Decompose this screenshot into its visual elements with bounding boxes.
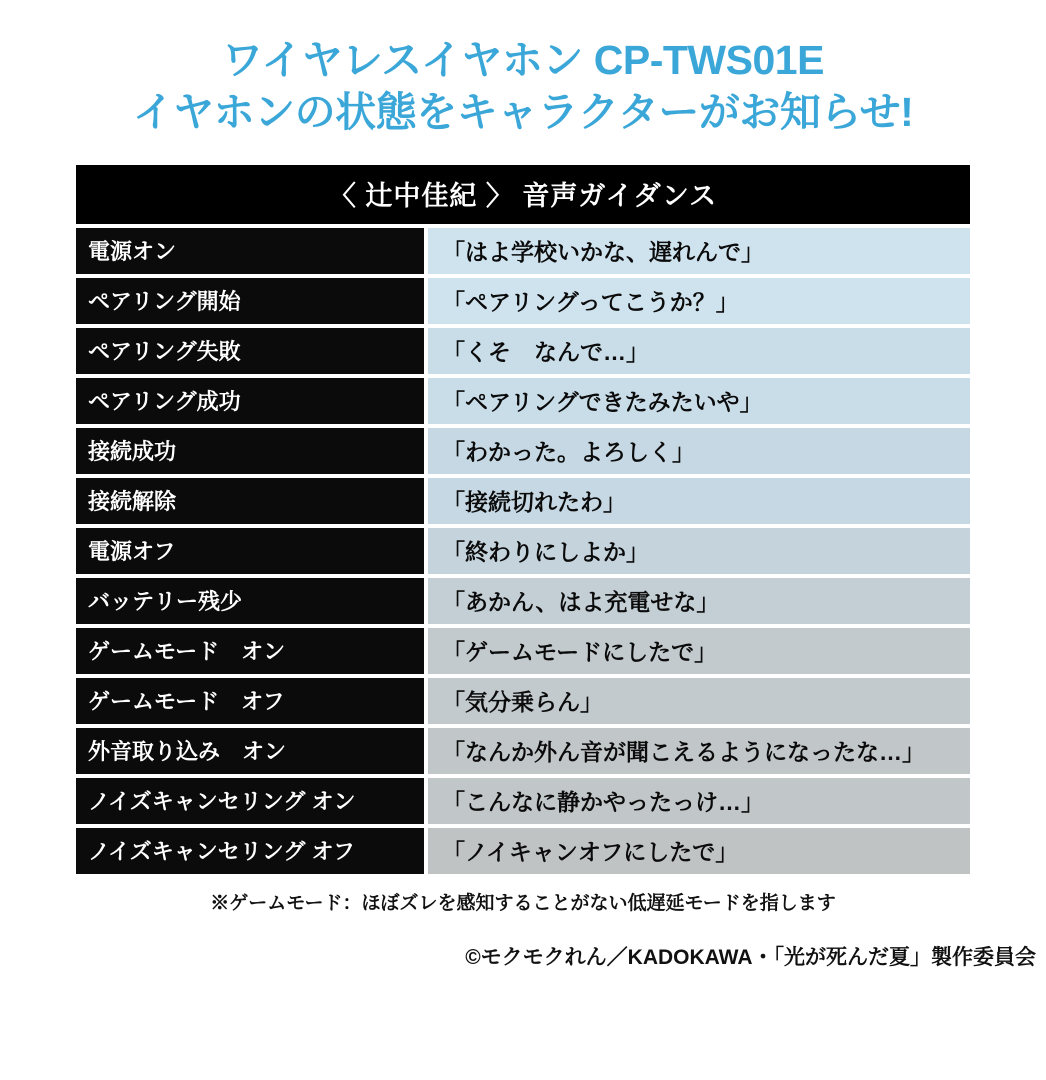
copyright-notice: ©モクモクれん／KADOKAWA・「光が死んだ夏」製作委員会 — [465, 945, 1036, 969]
row-label: ゲームモード オン — [76, 628, 424, 674]
table-title: 〈 辻中佳紀 〉 音声ガイダンス — [76, 165, 970, 224]
row-label: ペアリング開始 — [76, 278, 424, 324]
table-row — [76, 578, 970, 624]
table-row — [76, 528, 970, 574]
voice-guidance-table — [76, 165, 970, 874]
row-label: 接続成功 — [76, 428, 424, 474]
row-value: 「あかん、はよ充電せな」 — [428, 578, 970, 624]
row-label: 接続解除 — [76, 478, 424, 524]
row-value: 「わかった。よろしく」 — [428, 428, 970, 474]
row-label: ノイズキャンセリング オフ — [76, 828, 424, 874]
table-row — [76, 328, 970, 374]
page-header — [0, 0, 1046, 139]
row-value: 「くそ なんで…」 — [428, 328, 970, 374]
table-row — [76, 678, 970, 724]
row-value: 「ペアリングできたみたいや」 — [428, 378, 970, 424]
page-title-line2: イヤホンの状態をキャラクターがお知らせ! — [132, 89, 914, 136]
row-value: 「はよ学校いかな、遅れんで」 — [428, 228, 970, 274]
row-value: 「こんなに静かやったっけ…」 — [428, 778, 970, 824]
row-label: ペアリング失敗 — [76, 328, 424, 374]
row-label: バッテリー残少 — [76, 578, 424, 624]
row-value: 「気分乗らん」 — [428, 678, 970, 724]
table-row — [76, 828, 970, 874]
row-label: 電源オフ — [76, 528, 424, 574]
row-value: 「ノイキャンオフにしたで」 — [428, 828, 970, 874]
row-value: 「接続切れたわ」 — [428, 478, 970, 524]
table-row — [76, 378, 970, 424]
table-row — [76, 428, 970, 474]
row-value: 「ゲームモードにしたで」 — [428, 628, 970, 674]
table-row — [76, 278, 970, 324]
page-title-line1: ワイヤレスイヤホン CP-TWS01E — [222, 37, 824, 83]
table-row — [76, 228, 970, 274]
row-value: 「終わりにしよか」 — [428, 528, 970, 574]
table-row — [76, 728, 970, 774]
row-label: 電源オン — [76, 228, 424, 274]
row-label: ペアリング成功 — [76, 378, 424, 424]
row-label: ノイズキャンセリング オン — [76, 778, 424, 824]
row-label: ゲームモード オフ — [76, 678, 424, 724]
row-label: 外音取り込み オン — [76, 728, 424, 774]
row-value: 「なんか外ん音が聞こえるようになったな…」 — [428, 728, 970, 774]
footnote: ※ゲームモード：ほぼズレを感知することがない低遅延モードを指します — [210, 892, 836, 914]
table-row — [76, 778, 970, 824]
table-row — [76, 628, 970, 674]
row-value: 「ペアリングってこうか？」 — [428, 278, 970, 324]
table-row — [76, 478, 970, 524]
